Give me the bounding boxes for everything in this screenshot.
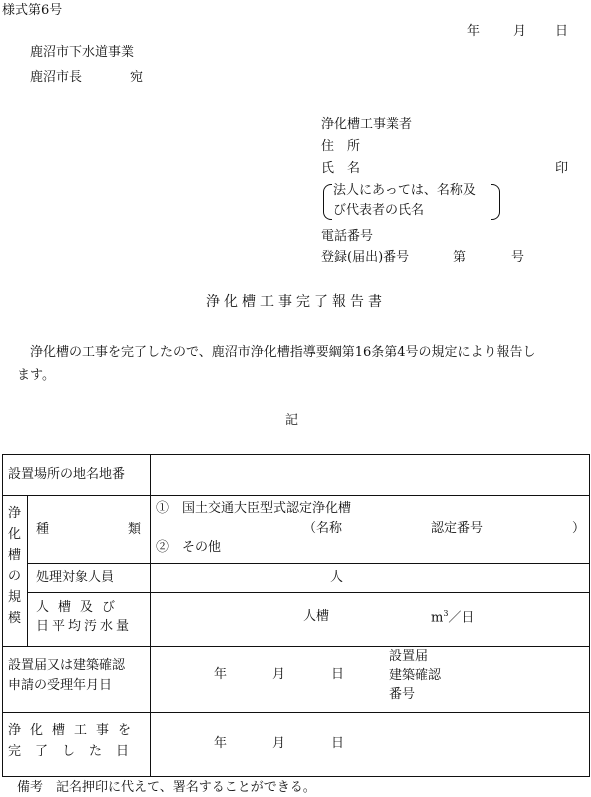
- side-char: 浄: [7, 506, 21, 521]
- name-label: 氏 名: [321, 161, 361, 176]
- permit-month: 月: [272, 667, 286, 682]
- type-label-1: 種: [36, 522, 50, 537]
- phone-label: 電話番号: [321, 229, 374, 244]
- permit-right-3: 番号: [389, 687, 416, 702]
- side-char: 槽: [7, 548, 21, 563]
- type-label-2: 類: [128, 522, 142, 537]
- side-char: 化: [7, 527, 21, 542]
- body-text-line-2: ます。: [17, 368, 55, 383]
- permit-label-2: 申請の受理年月日: [8, 678, 113, 693]
- registration-go: 号: [511, 250, 525, 265]
- completion-label-2: 完了した日: [8, 744, 144, 759]
- type-cert-number: 認定番号: [431, 521, 484, 536]
- date-year-label: 年: [467, 24, 481, 39]
- date-day-label: 日: [555, 24, 569, 39]
- footnote: 備考 記名押印に代えて、署名することができる。: [17, 780, 316, 795]
- side-char: 模: [7, 611, 21, 626]
- flow-label-1: 人槽及び: [36, 600, 125, 615]
- completion-day: 日: [331, 736, 345, 751]
- flow-label-2: 日平均汚水量: [36, 619, 133, 634]
- corporation-note-line-1: 法人にあっては、名称及: [333, 183, 476, 198]
- registration-label: 登録(届出)番号: [321, 250, 410, 265]
- recipient-line-1: 鹿沼市下水道事業: [30, 45, 135, 60]
- bracket-left: [323, 184, 332, 220]
- document-title: 浄化槽工事完了報告書: [206, 294, 386, 310]
- side-char: 規: [7, 590, 21, 605]
- recipient-honorific: 宛: [130, 70, 144, 85]
- seal-mark: 印: [555, 161, 569, 176]
- permit-right-1: 設置届: [389, 649, 429, 664]
- permit-label-1: 設置届又は建築確認: [8, 658, 126, 673]
- type-name-open: （名称: [303, 521, 343, 536]
- side-char: の: [7, 569, 21, 584]
- location-label: 設置場所の地名地番: [8, 467, 126, 482]
- recipient-name: 鹿沼市長: [30, 70, 83, 85]
- flow-unit-ninsou: 人槽: [303, 609, 330, 624]
- applicant-title: 浄化槽工事業者: [321, 117, 413, 132]
- bracket-right: [491, 184, 500, 220]
- completion-year: 年: [214, 736, 228, 751]
- capacity-label: 処理対象人員: [36, 570, 115, 585]
- permit-year: 年: [214, 667, 228, 682]
- corporation-note-line-2: び代表者の氏名: [333, 203, 425, 218]
- form-number: 様式第6号: [2, 3, 63, 18]
- flow-unit-m3: $m^3/$日: [431, 609, 475, 626]
- type-option-1: ① 国土交通大臣型式認定浄化槽: [156, 501, 352, 516]
- registration-dai: 第: [453, 250, 467, 265]
- scale-side-label: [2, 503, 27, 629]
- capacity-unit: 人: [330, 570, 344, 585]
- address-label: 住 所: [321, 139, 361, 154]
- ki-label: 記: [285, 413, 299, 428]
- completion-month: 月: [272, 736, 286, 751]
- permit-day: 日: [331, 667, 345, 682]
- permit-right-2: 建築確認: [389, 668, 442, 683]
- completion-label-1: 浄化槽工事を: [8, 723, 141, 738]
- body-text-line-1: 浄化槽の工事を完了したので、鹿沼市浄化槽指導要綱第16条第4号の規定により報告し: [30, 345, 536, 360]
- type-option-2: ② その他: [156, 540, 222, 555]
- date-month-label: 月: [513, 24, 527, 39]
- type-close: ）: [572, 521, 586, 536]
